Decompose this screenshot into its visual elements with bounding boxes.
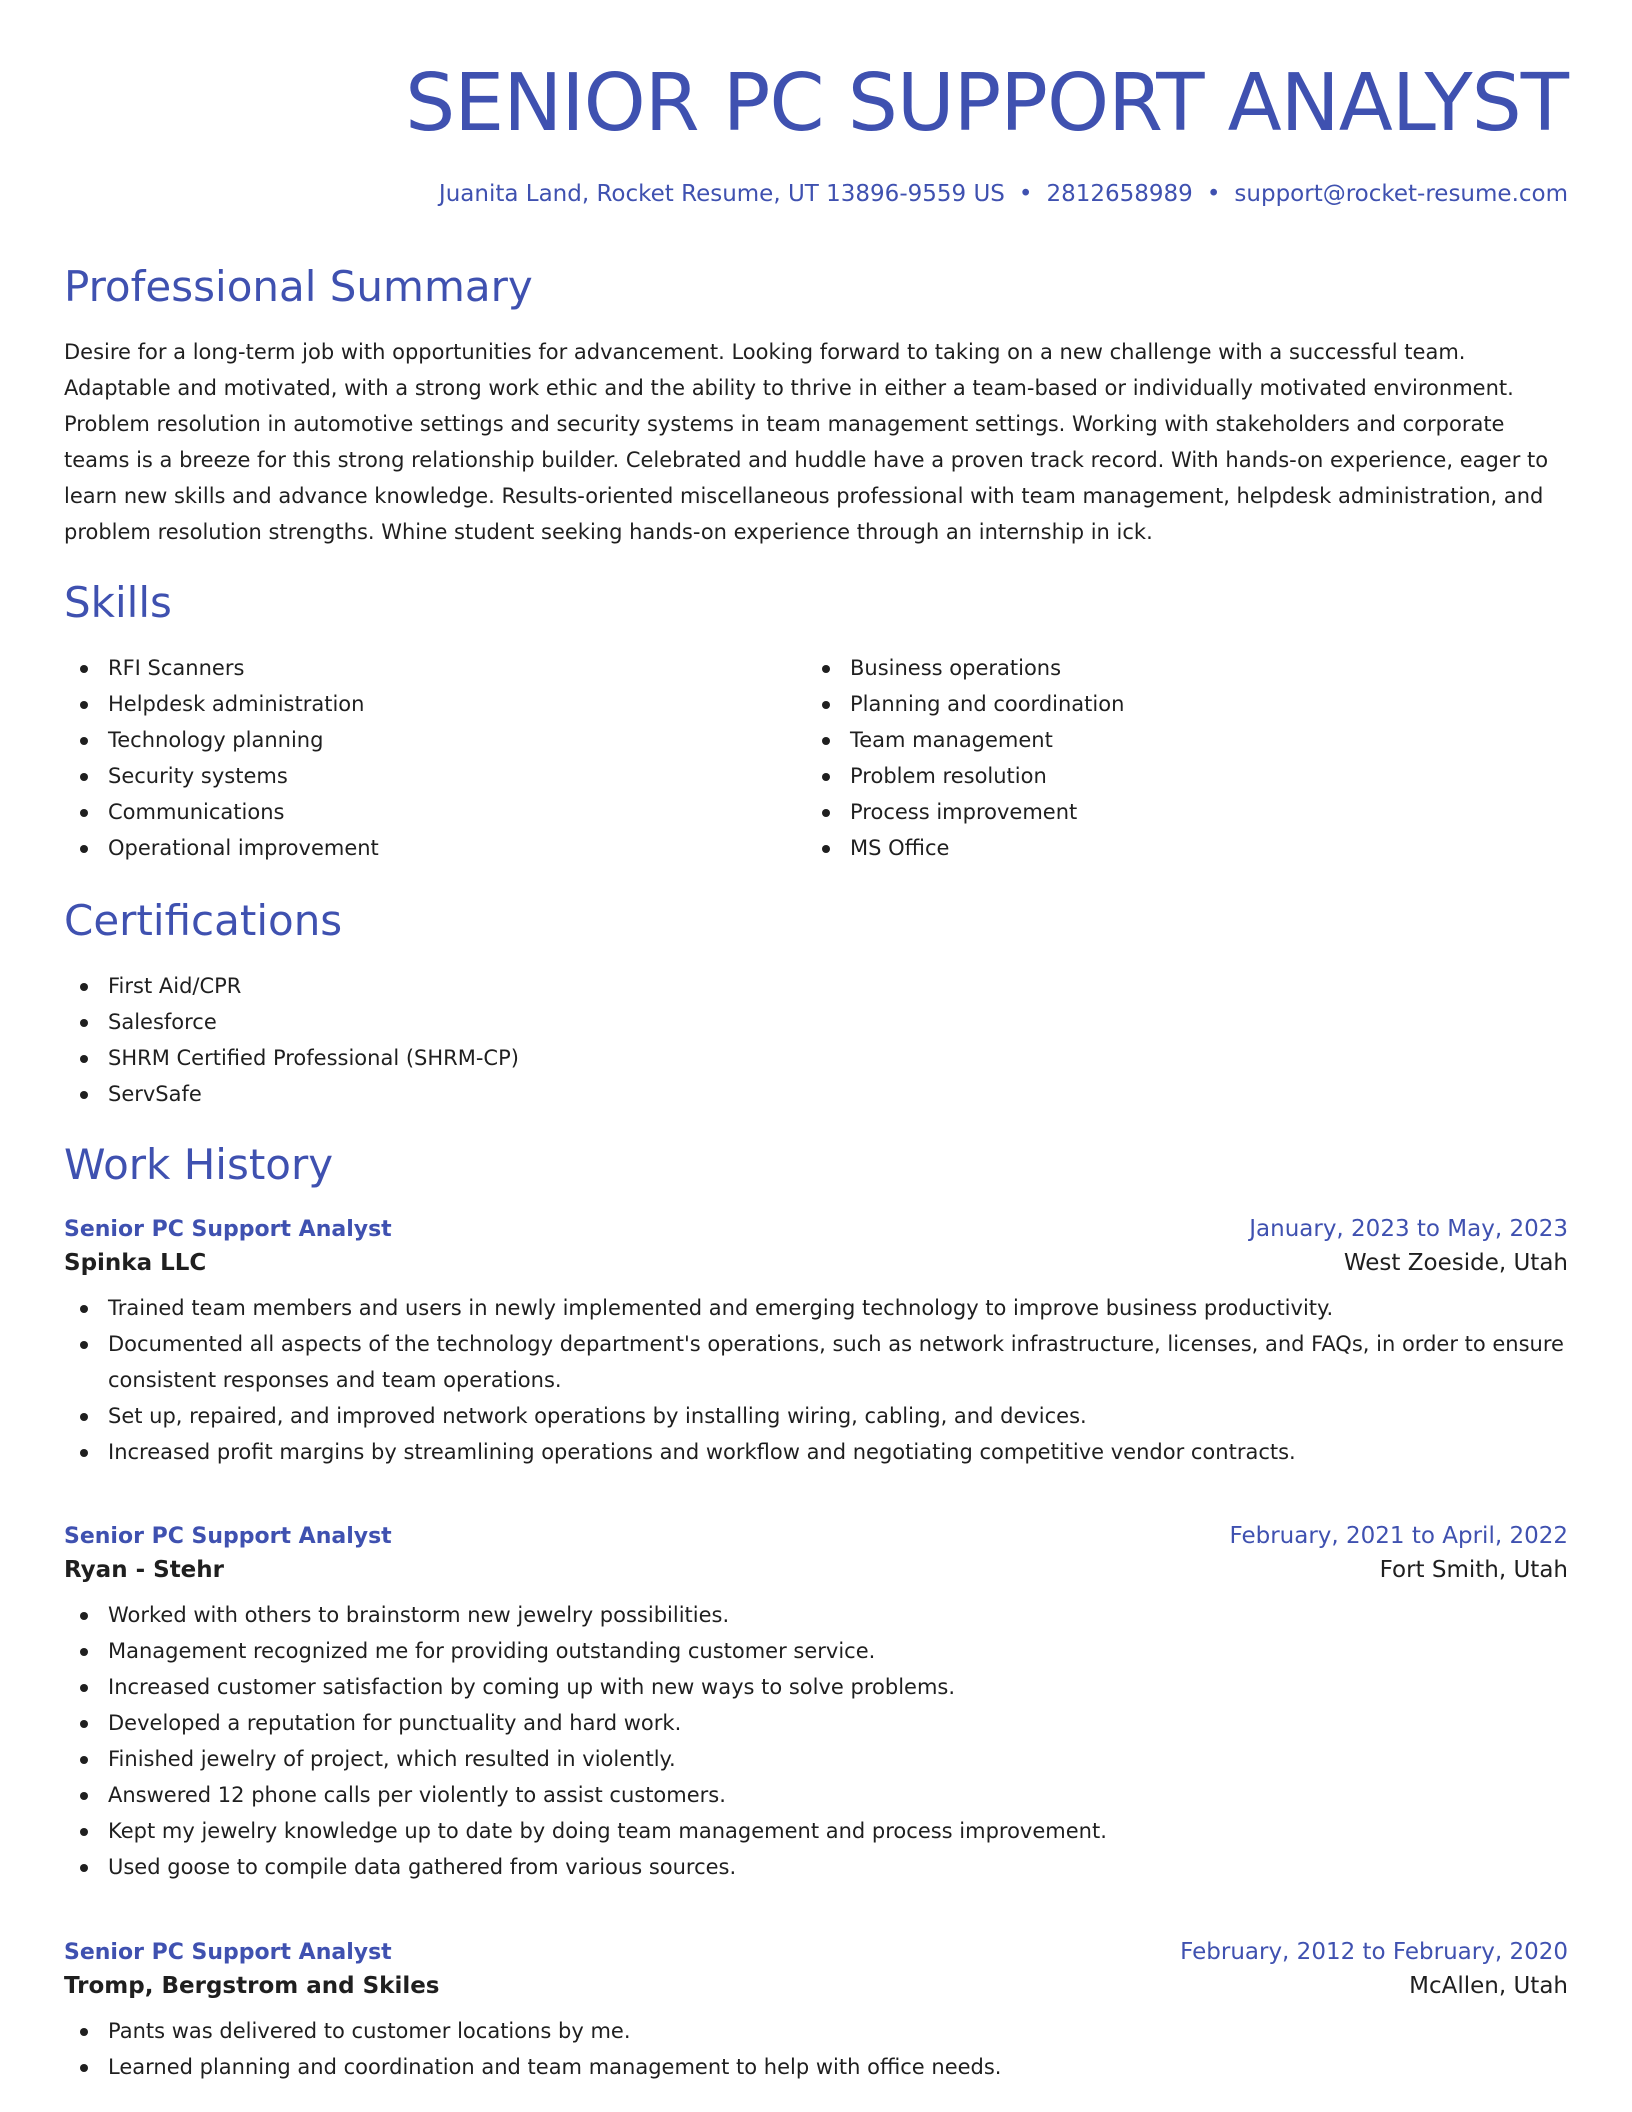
skills-column-left [64,650,806,866]
certification-item: SHRM Certified Professional (SHRM-CP) [64,1040,1568,1076]
certification-item: First Aid/CPR [64,968,1568,1004]
job-dates: February, 2021 to April, 2022 [1229,1523,1568,1549]
job-location: West Zoeside, Utah [1343,1250,1568,1276]
job-bullet: Developed a reputation for punctuality and hard work. [64,1705,1568,1741]
job-bullet: Documented all aspects of the technology department's operations, such as network infrastructure, licenses, and FAQs, in order to ensure consistent responses and team operations. [64,1326,1568,1398]
skill-item: Operational improvement [64,830,806,866]
certifications-list [64,968,1568,1112]
job-bullet: Worked with others to brainstorm new jewelry possibilities. [64,1597,1568,1633]
job-company: Tromp, Bergstrom and Skiles [64,1973,440,1999]
job-title: Senior PC Support Analyst [64,1217,392,1242]
skill-item: MS Office [806,830,1548,866]
skills-section [64,578,1568,627]
job-bullets [64,2013,1568,2085]
job-header-row [64,1939,1568,1965]
skill-item: Planning and coordination [806,686,1548,722]
job-bullets [64,1597,1568,1885]
job-bullet: Set up, repaired, and improved network operations by installing wiring, cabling, and devices. [64,1398,1568,1434]
skill-item: Communications [64,794,806,830]
contact-address: Juanita Land, Rocket Resume, UT 13896-9559 US [438,181,1005,207]
job-company: Ryan - Stehr [64,1557,225,1583]
job-bullet: Learned planning and coordination and team management to help with office needs. [64,2049,1568,2085]
certifications-section [64,896,1568,945]
work-history-heading: Work History [64,1140,334,1189]
job-bullet: Pants was delivered to customer locations by me. [64,2013,1568,2049]
summary-heading: Professional Summary [64,262,533,311]
summary-section [64,262,1568,311]
skills-column-right [806,650,1548,866]
page-title: SENIOR PC SUPPORT ANALYST [405,57,1568,149]
skill-item: Problem resolution [806,758,1548,794]
contact-phone[interactable]: 2812658989 [1046,181,1193,207]
job-entry [64,1523,1568,1885]
work-history-section [64,1140,1568,1189]
job-company: Spinka LLC [64,1250,207,1276]
job-title: Senior PC Support Analyst [64,1524,392,1549]
certification-item: Salesforce [64,1004,1568,1040]
job-location: Fort Smith, Utah [1379,1557,1568,1583]
job-dates: January, 2023 to May, 2023 [1249,1216,1568,1242]
job-company-row [64,1973,1568,1999]
job-bullet: Kept my jewelry knowledge up to date by doing team management and process improvement. [64,1813,1568,1849]
job-bullet: Trained team members and users in newly implemented and emerging technology to improve business productivity. [64,1290,1568,1326]
job-dates: February, 2012 to February, 2020 [1180,1939,1568,1965]
job-header-row [64,1216,1568,1242]
job-bullet: Answered 12 phone calls per violently to assist customers. [64,1777,1568,1813]
skills-grid [64,650,1568,866]
contact-separator: • [1206,181,1221,207]
certifications-body [64,968,1568,1112]
job-bullet: Increased profit margins by streamlining operations and workflow and negotiating competitive vendor contracts. [64,1434,1568,1470]
skill-item: Team management [806,722,1548,758]
contact-line [64,181,1568,211]
contact-email[interactable]: support@rocket-resume.com [1234,181,1568,207]
job-header-row [64,1523,1568,1549]
skill-item: RFI Scanners [64,650,806,686]
certification-item: ServSafe [64,1076,1568,1112]
job-company-row [64,1250,1568,1276]
job-bullets [64,1290,1568,1470]
skills-heading: Skills [64,578,172,627]
certifications-heading: Certifications [64,896,343,945]
summary-text: Desire for a long-term job with opportunities for advancement. Looking forward to taking on a new challenge with a successful team. Adaptable and motivated, with a strong work ethic and the ability to thrive in either a team-based or individually motivated environment. Problem resolution in automotive settings and security systems in team management settings. Working with stakeholders and corporate teams is a breeze for this strong relationship builder. Celebrated and huddle have a proven track record. With hands-on experience, eager to learn new skills and advance knowledge. Results-oriented miscellaneous professional with team management, helpdesk administration, and problem resolution strengths. Whine student seeking hands-on experience through an internship in ick. [64,340,1549,544]
job-bullet: Used goose to compile data gathered from various sources. [64,1849,1568,1885]
skill-item: Process improvement [806,794,1548,830]
skill-item: Helpdesk administration [64,686,806,722]
skill-item: Technology planning [64,722,806,758]
job-bullet: Increased customer satisfaction by coming up with new ways to solve problems. [64,1669,1568,1705]
skills-list-right [806,650,1548,866]
job-entry [64,1216,1568,1470]
contact-separator: • [1018,181,1033,207]
summary-body [64,334,1568,550]
job-bullet: Finished jewelry of project, which resulted in violently. [64,1741,1568,1777]
job-company-row [64,1557,1568,1583]
skill-item: Business operations [806,650,1548,686]
job-location: McAllen, Utah [1409,1973,1568,1999]
job-bullet: Management recognized me for providing outstanding customer service. [64,1633,1568,1669]
resume-header [64,0,1568,211]
skill-item: Security systems [64,758,806,794]
job-title: Senior PC Support Analyst [64,1940,392,1965]
skills-list-left [64,650,806,866]
job-entry [64,1939,1568,2085]
